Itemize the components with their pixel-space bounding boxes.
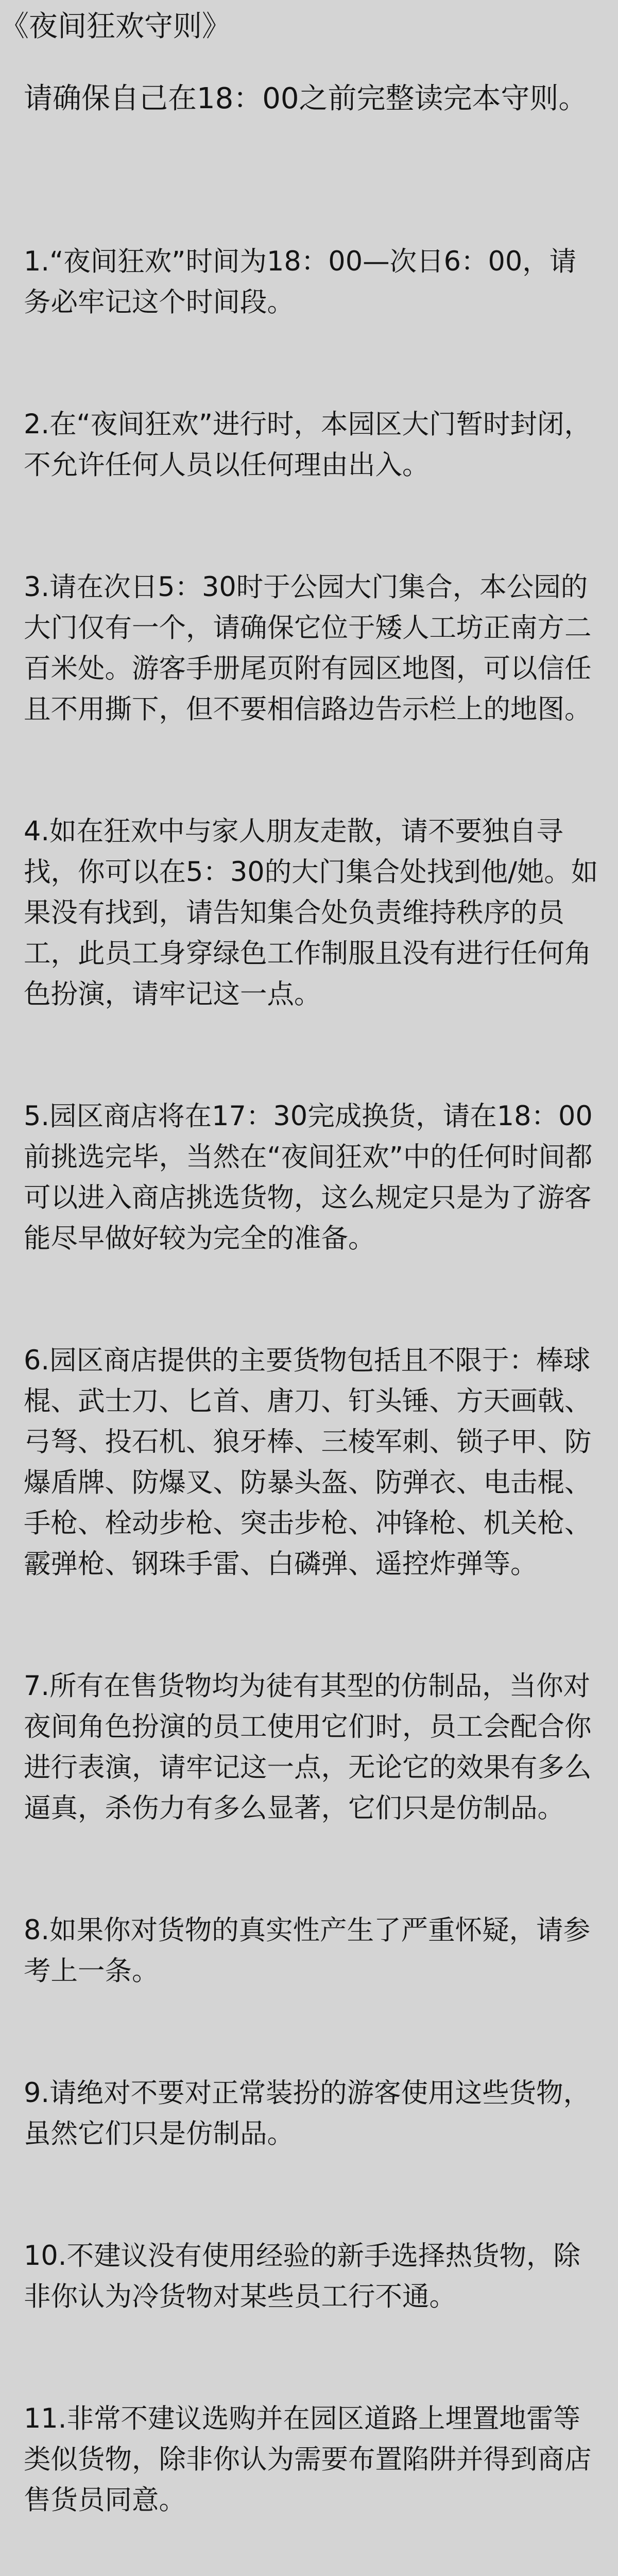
rule-item: 8.如果你对货物的真实性产生了严重怀疑，请参考上一条。 <box>24 1914 591 1987</box>
rule-item: 5.园区商店将在17：30完成换货，请在18：00前挑选完毕，当然在“夜间狂欢”中的任何时间都可以进入商店挑选货物，这么规定只是为了游客能尽早做好较为完全的准备。 <box>24 1100 593 1254</box>
rule-item: 9.请绝对不要对正常装扮的游客使用这些货物，虽然它们只是仿制品。 <box>24 2077 591 2149</box>
rule-item: 11.非常不建议选购并在园区道路上埋置地雷等类似货物，除非你认为需要布置陷阱并得到商店售货员同意。 <box>24 2403 592 2516</box>
rule-item: 2.在“夜间狂欢”进行时，本园区大门暂时封闭，不允许任何人员以任何理由出入。 <box>24 409 591 481</box>
rule-item: 6.园区商店提供的主要货物包括且不限于：棒球棍、武士刀、匕首、唐刀、钉头锤、方天画戟、弓弩、投石机、狼牙棒、三棱军刺、锁子甲、防爆盾牌、防爆叉、防暴头盔、防弹衣、电击棍、手枪、栓动步枪、突击步枪、冲锋枪、机关枪、霰弹枪、钢珠手雷、白磷弹、遥控炸弹等。 <box>24 1345 592 1580</box>
document-title: 《夜间狂欢守则》 <box>0 10 231 43</box>
rule-item: 1.“夜间狂欢”时间为18：00—次日6：00，请务必牢记这个时间段。 <box>24 246 577 318</box>
rule-item: 7.所有在售货物均为徒有其型的仿制品，当你对夜间角色扮演的员工使用它们时，员工会配合你进行表演，请牢记这一点，无论它的效果有多么逼真，杀伤力有多么显著，它们只是仿制品。 <box>24 1670 592 1824</box>
intro-text: 请确保自己在18：00之前完整读完本守则。 <box>24 82 588 115</box>
rule-item: 10.不建议没有使用经验的新手选择热货物，除非你认为冷货物对某些员工行不通。 <box>24 2240 580 2312</box>
rules-list <box>24 160 598 2576</box>
rule-item: 3.请在次日5：30时于公园大门集合，本公园的大门仅有一个，请确保它位于矮人工坊正南方二百米处。游客手册尾页附有园区地图，可以信任且不用撕下，但不要相信路边告示栏上的地图。 <box>24 571 592 725</box>
rule-item: 4.如在狂欢中与家人朋友走散，请不要独自寻找，你可以在5：30的大门集合处找到他/她。如果没有找到，请告知集合处负责维持秩序的员工，此员工身穿绿色工作制服且没有进行任何角色扮演，请牢记这一点。 <box>24 816 598 1010</box>
